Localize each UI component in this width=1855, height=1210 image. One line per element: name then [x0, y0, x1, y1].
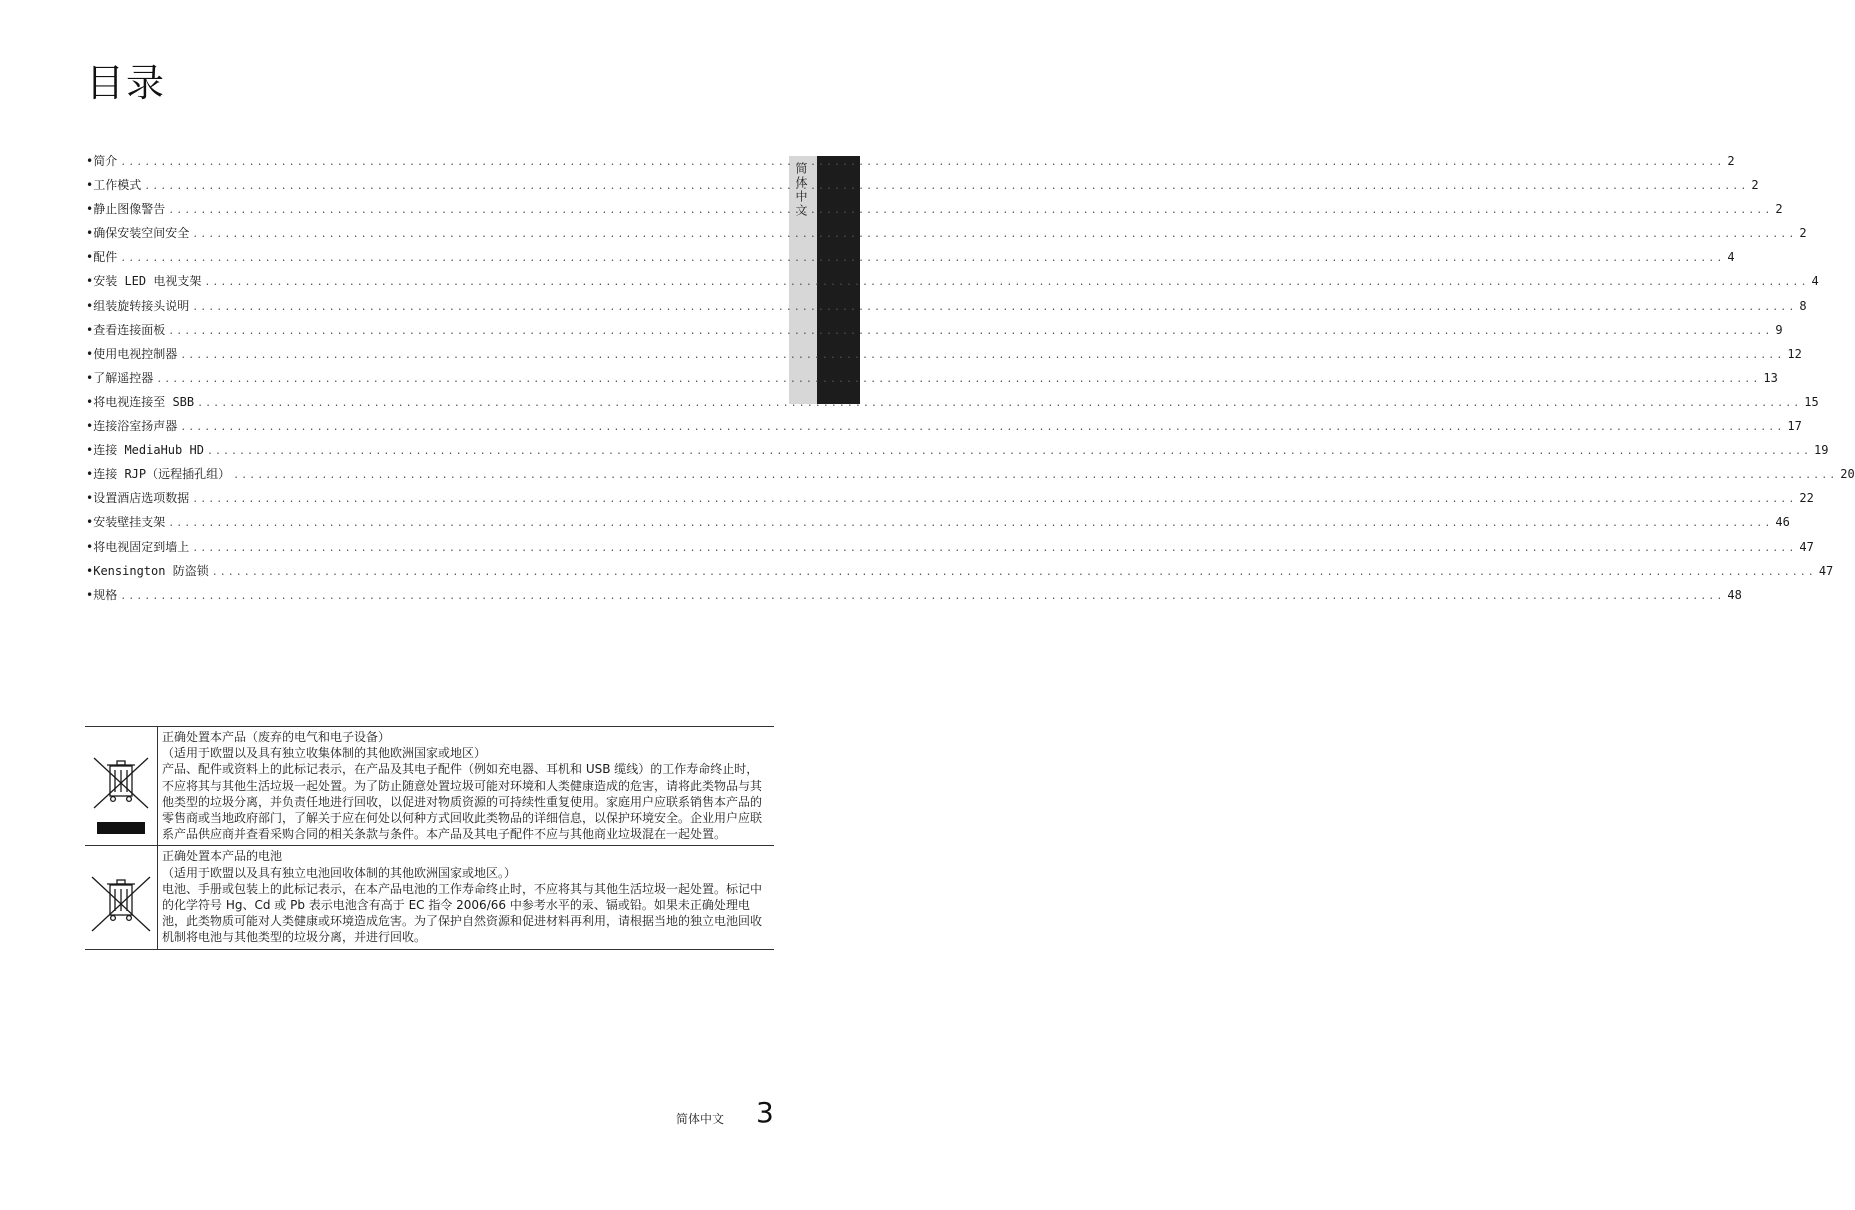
toc-entry[interactable] — [86, 321, 1783, 345]
dot-leader: ........................................................................................................................................................................................................ — [180, 422, 1785, 434]
bullet-icon: • — [86, 394, 94, 409]
bullet-icon: • — [86, 515, 94, 530]
battery-text — [158, 846, 775, 949]
toc-entry[interactable] — [86, 272, 1819, 296]
battery-notice — [85, 846, 774, 949]
notice-body: 产品、配件或资料上的此标记表示，在产品及其电子配件（例如充电器、耳机和 USB 缆线）的工作寿命终止时，不应将其与其他生活垃圾一起处置。为了防止随意处置垃圾可能对环境和人类健康造成的危害，请将此类物品与其他类型的垃圾分离，并负责任地进行回收，以促进对物质资源的可持续性重复使用。家庭用户应联系销售本产品的零售商或当地政府部门，了解关于应在何处以何种方式回收此类物品的详细信息，以保护环境安全。企业用户应联系产品供应商并查看采购合同的相关条款与条件。本产品及其电子配件不应与其他商业垃圾混在一起处置。 — [162, 762, 763, 842]
toc-entry-label: 查看连接面板 — [93, 322, 166, 337]
toc-entry-page: 2 — [1775, 202, 1783, 217]
toc-entry[interactable] — [86, 562, 1834, 586]
dot-leader: ........................................................................................................................................................................................................ — [204, 277, 1809, 289]
side-tab-label: 简体中文 — [794, 162, 808, 218]
toc-entry-page: 2 — [1727, 154, 1735, 168]
notice-subtitle: （适用于欧盟以及具有独立收集体制的其他欧洲国家或地区） — [162, 746, 487, 761]
toc-entry[interactable] — [86, 489, 1814, 513]
toc-entry-page: 2 — [1751, 178, 1759, 193]
toc-entry-page: 9 — [1775, 322, 1783, 337]
dot-leader: ........................................................................................................................................................................................................ — [192, 542, 1797, 554]
weee-notice — [85, 727, 774, 846]
toc-entry[interactable] — [86, 224, 1807, 248]
toc-entry[interactable] — [86, 345, 1802, 369]
toc-entry-page: 4 — [1811, 274, 1819, 289]
dot-leader: ........................................................................................................................................................................................................ — [120, 253, 1725, 265]
toc-entry-label: 简介 — [93, 154, 118, 168]
bullet-icon: • — [86, 419, 94, 434]
dot-leader: ........................................................................................................................................................................................................ — [156, 373, 1761, 385]
toc-entry[interactable] — [86, 297, 1807, 321]
toc-entry[interactable] — [86, 176, 1759, 200]
bullet-icon: • — [86, 563, 94, 578]
bullet-icon: • — [86, 226, 94, 241]
weee-text — [158, 727, 775, 846]
bullet-icon: • — [86, 202, 94, 217]
notice-subtitle: （适用于欧盟以及具有独立电池回收体制的其他欧洲国家或地区。） — [162, 865, 517, 880]
toc-entry-label: 连接 RJP（远程插孔组） — [93, 467, 231, 482]
toc-entry-label: 配件 — [93, 250, 118, 265]
toc-entry-label: 规格 — [93, 587, 118, 602]
toc-entry[interactable] — [86, 513, 1790, 537]
page-title: 目录 — [86, 61, 167, 105]
toc-entry-page: 19 — [1814, 443, 1829, 458]
bullet-icon: • — [86, 467, 94, 482]
toc-entry-label: 工作模式 — [93, 178, 142, 193]
toc-entry[interactable] — [86, 586, 1742, 610]
toc-entry-page: 47 — [1799, 539, 1814, 554]
footer-language: 简体中文 — [676, 1112, 725, 1126]
toc-entry-label: 了解遥控器 — [93, 370, 154, 385]
bullet-icon: • — [86, 298, 94, 313]
notice-title: 正确处置本产品的电池 — [162, 849, 283, 864]
bullet-icon: • — [86, 250, 94, 265]
toc-entry-label: 静止图像警告 — [93, 202, 166, 217]
dot-leader: ........................................................................................................................................................................................................ — [192, 494, 1797, 506]
toc-entry-page: 4 — [1727, 250, 1735, 265]
bullet-icon: • — [86, 587, 94, 602]
weee-icon-cell — [85, 727, 158, 846]
toc-entry-page: 2 — [1799, 226, 1807, 241]
toc-entry-page: 13 — [1763, 370, 1778, 385]
toc-entry-label: 将电视连接至 SBB — [93, 394, 195, 409]
toc-entry[interactable] — [86, 538, 1814, 562]
toc-entry-label: 将电视固定到墙上 — [93, 539, 190, 554]
page-number: 3 — [756, 1096, 774, 1129]
toc-entry[interactable] — [86, 417, 1802, 441]
crossed-out-bin-icon — [86, 873, 156, 935]
toc-entry-page: 46 — [1775, 515, 1790, 530]
dot-leader: ........................................................................................................................................................................................................ — [120, 590, 1725, 602]
dot-leader: ........................................................................................................................................................................................................ — [211, 566, 1816, 578]
dot-leader: ........................................................................................................................................................................................................ — [120, 157, 1725, 168]
battery-icon-cell — [85, 846, 158, 949]
dot-leader: ........................................................................................................................................................................................................ — [168, 325, 1773, 337]
dot-leader: ........................................................................................................................................................................................................ — [192, 229, 1797, 241]
toc-entry-page: 12 — [1787, 346, 1802, 361]
dot-leader: ........................................................................................................................................................................................................ — [192, 301, 1797, 313]
toc-entry-label: 安装 LED 电视支架 — [93, 274, 202, 289]
bullet-icon: • — [86, 178, 94, 193]
bullet-icon: • — [86, 322, 94, 337]
toc-entry-page: 15 — [1804, 394, 1819, 409]
toc-entry-page: 17 — [1787, 419, 1802, 434]
toc-entry-label: 设置酒店选项数据 — [93, 491, 190, 506]
notice-body: 电池、手册或包装上的此标记表示，在本产品电池的工作寿命终止时，不应将其与其他生活垃圾一起处置。标记中的化学符号 Hg、Cd 或 Pb 表示电池含有高于 EC 指令 2006/66 中参考水平的汞、镉或铅。如果未正确处理电池，此类物质可能对人类健康或环境造成危害。为了保护自然资源和促进材料再利用，请根据当地的独立电池回收机制将电池与其他类型的垃圾分离，并进行回收。 — [162, 881, 763, 945]
dot-leader: ........................................................................................................................................................................................................ — [180, 349, 1785, 361]
toc-entry-page: 48 — [1727, 587, 1742, 602]
toc-entry-page: 22 — [1799, 491, 1814, 506]
bullet-icon: • — [86, 539, 94, 554]
bullet-icon: • — [86, 346, 94, 361]
disposal-notices — [85, 726, 774, 950]
bullet-icon: • — [86, 274, 94, 289]
bullet-icon: • — [86, 370, 94, 385]
toc-entry-label: 使用电视控制器 — [93, 346, 178, 361]
dot-leader: ........................................................................................................................................................................................................ — [168, 518, 1773, 530]
crossed-out-bin-icon — [86, 754, 156, 812]
black-bar-marking — [97, 822, 145, 834]
toc-entry[interactable] — [86, 248, 1735, 272]
toc-entry-page: 8 — [1799, 298, 1807, 313]
toc-entry-label: 安装壁挂支架 — [93, 515, 166, 530]
toc-entry[interactable] — [86, 441, 1829, 465]
toc-entry-label: 连接 MediaHub HD — [93, 443, 204, 458]
toc-entry-label: Kensington 防盗锁 — [93, 563, 209, 578]
dot-leader: ........................................................................................................................................................................................................ — [233, 470, 1838, 482]
toc-entry[interactable] — [86, 152, 1735, 176]
notice-title: 正确处置本产品（废弃的电气和电子设备） — [162, 730, 391, 744]
toc-entry-label: 连接浴室扬声器 — [93, 419, 178, 434]
bullet-icon: • — [86, 154, 94, 168]
dot-leader: ........................................................................................................................................................................................................ — [168, 205, 1773, 217]
bullet-icon: • — [86, 443, 94, 458]
dot-leader: ........................................................................................................................................................................................................ — [206, 446, 1812, 458]
toc-entry[interactable] — [86, 393, 1819, 417]
dot-leader: ........................................................................................................................................................................................................ — [197, 397, 1802, 409]
toc-entry-label: 组装旋转接头说明 — [93, 298, 190, 313]
toc-entry-page: 47 — [1818, 563, 1834, 578]
bullet-icon: • — [86, 491, 94, 506]
toc-entry-label: 确保安装空间安全 — [93, 226, 190, 241]
toc-entry[interactable] — [86, 200, 1783, 224]
toc-entry[interactable] — [86, 369, 1778, 393]
toc-entry-page: 20 — [1840, 467, 1855, 482]
dot-leader: ........................................................................................................................................................................................................ — [144, 181, 1749, 193]
toc-entry[interactable] — [86, 465, 1855, 489]
